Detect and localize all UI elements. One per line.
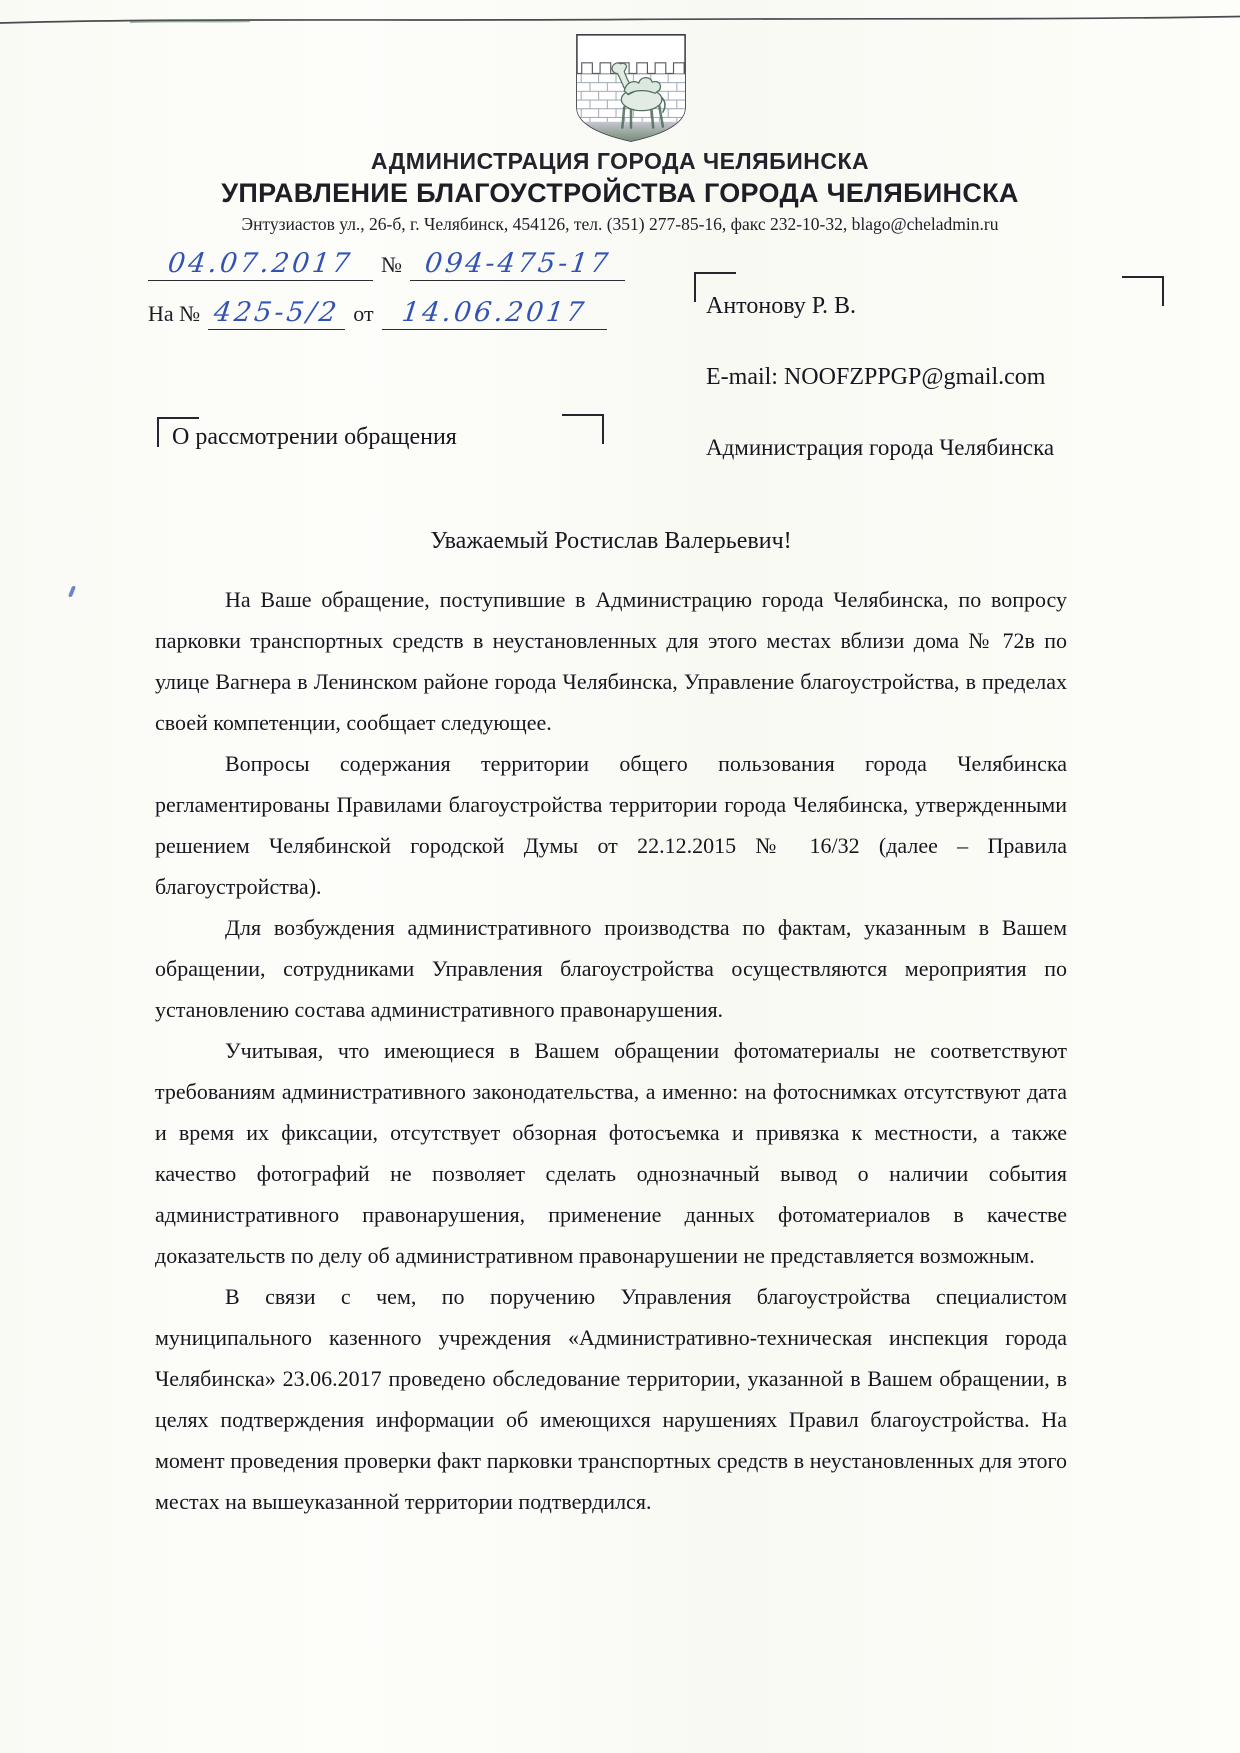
reply-to-label: На № — [148, 301, 201, 326]
recipient-organization: Администрация города Челябинска — [706, 434, 1055, 460]
coat-of-arms — [566, 30, 696, 144]
letter-body — [155, 528, 1067, 1522]
org-name-line1: АДМИНИСТРАЦИЯ ГОРОДА ЧЕЛЯБИНСКА — [370, 148, 870, 174]
recipient-name: Антонову Р. В. — [706, 293, 857, 319]
scan-artifact-line — [0, 14, 1240, 26]
outgoing-number-handwritten: 094-475-17 — [422, 248, 613, 279]
incoming-date-handwritten: 14.06.2017 — [399, 297, 589, 328]
outgoing-date-handwritten: 04.07.2017 — [166, 248, 355, 279]
subject-line: О рассмотрении обращения — [172, 424, 457, 450]
number-sign-label: № — [381, 252, 402, 277]
org-name-line2: УПРАВЛЕНИЕ БЛАГОУСТРОЙСТВА ГОРОДА ЧЕЛЯБИНСКА — [221, 178, 1019, 208]
incoming-ref-line — [148, 297, 628, 330]
outgoing-ref-line — [148, 248, 628, 281]
body-paragraph: Для возбуждения административного производства по фактам, указанным в Вашем обращении, сотрудниками Управления благоустройства осуществляются мероприятия по установлению состава административного правонарушения. — [155, 915, 1067, 1022]
incoming-number-handwritten: 425-5/2 — [212, 297, 342, 328]
corner-mark-recipient-right — [1122, 276, 1164, 306]
recipient-block — [706, 292, 1126, 503]
letterhead — [0, 148, 1240, 235]
body-paragraph: На Ваше обращение, поступившие в Администрацию города Челябинска, по вопросу парковки транспортных средств в неустановленных для этого местах вблизи дома № 72в по улице Вагнера в Ленинском районе города Челябинска, Управление благоустройства, в пределах своей компетенции, сообщает следующее. — [155, 587, 1067, 735]
pen-mark — [68, 586, 76, 597]
recipient-email: E-mail: NOOFZPPGP@gmail.com — [706, 363, 1046, 390]
reference-block — [148, 248, 628, 346]
coat-of-arms-shield — [566, 30, 696, 144]
org-contact-line: Энтузиастов ул., 26-б, г. Челябинск, 454126, тел. (351) 277-85-16, факс 232-10-32, blago@cheladmin.ru — [241, 214, 999, 234]
body-paragraph: В связи с чем, по поручению Управления благоустройства специалистом муниципального казенного учреждения «Административно-техническая инспекция города Челябинска» 23.06.2017 проведено обследование территории, указанной в Вашем обращении, в целях подтверждения информации об имеющихся нарушениях Правил благоустройства. На момент проведения проверки факт парковки транспортных средств в неустановленных для этого местах на вышеуказанной территории подтвердился. — [155, 1284, 1067, 1514]
salutation: Уважаемый Ростислав Валерьевич! — [430, 528, 792, 554]
body-paragraph: Вопросы содержания территории общего пользования города Челябинска регламентированы Правилами благоустройства территории города Челябинска, утвержденными решением Челябинской городской Думы от 22.12.2015 № 16/32 (далее – Правила благоустройства). — [155, 751, 1067, 899]
body-paragraph: Учитывая, что имеющиеся в Вашем обращении фотоматериалы не соответствуют требованиям административного законодательства, а именно: на фотоснимках отсутствуют дата и время их фиксации, отсутствует обзорная фотосъемка и привязка к местности, а также качество фотографий не позволяет сделать однозначный вывод о наличии события административного правонарушения, применение данных фотоматериалов в качестве доказательств по делу об административном правонарушении не представляется возможным. — [155, 1038, 1067, 1268]
from-label: от — [353, 301, 374, 326]
